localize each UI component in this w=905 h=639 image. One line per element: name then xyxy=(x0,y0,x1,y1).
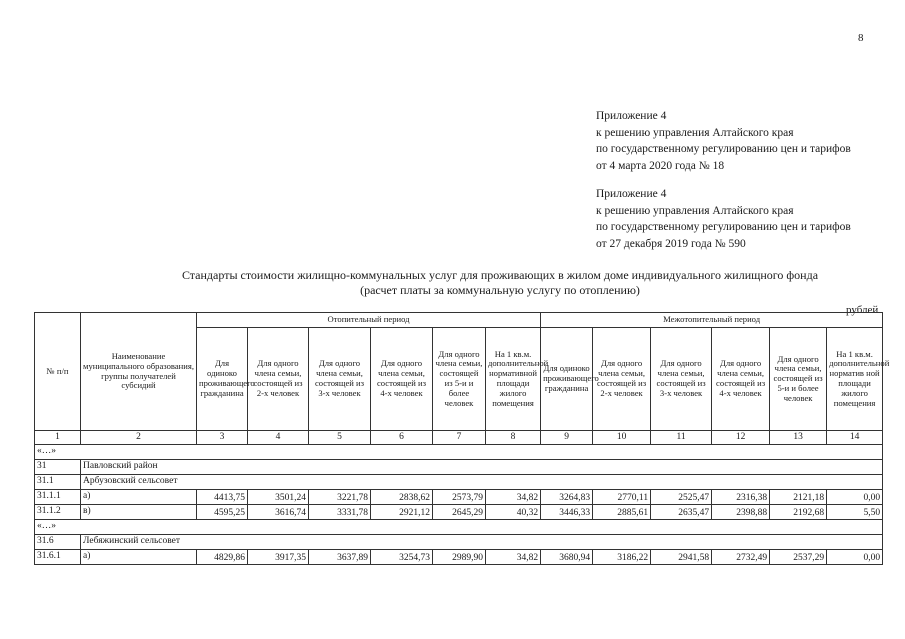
ellipsis-marker: «…» xyxy=(35,520,883,535)
value-cell: 2537,29 xyxy=(770,550,827,565)
value-cell: 2732,49 xyxy=(712,550,770,565)
district-name: Павловский район xyxy=(81,460,883,475)
row-code: 31.1.1 xyxy=(35,490,81,505)
value-cell: 34,82 xyxy=(486,550,541,565)
value-cell: 2121,18 xyxy=(770,490,827,505)
settlement-name: Лебяжинский сельсовет xyxy=(81,535,883,550)
header-non-heating-col: Для одного члена семьи, состоящей из 4-х человек xyxy=(712,328,770,431)
appendix-block-previous xyxy=(596,186,851,252)
ellipsis-row xyxy=(35,520,883,535)
district-code: 31 xyxy=(35,460,81,475)
currency-label: рублей xyxy=(846,304,879,316)
value-cell: 5,50 xyxy=(827,505,883,520)
table-row xyxy=(35,550,883,565)
appendix-line: по государственному регулированию цен и тарифов xyxy=(596,221,851,233)
column-number: 11 xyxy=(651,431,712,445)
row-code: 31.6.1 xyxy=(35,550,81,565)
header-non-heating-col: Для одиноко проживающего гражданина xyxy=(541,328,593,431)
district-row xyxy=(35,460,883,475)
column-number: 2 xyxy=(81,431,197,445)
value-cell: 2885,61 xyxy=(593,505,651,520)
document-title xyxy=(150,268,850,298)
header-heating-col: Для одного члена семьи, состоящей из 5-и и более человек xyxy=(433,328,486,431)
value-cell: 2192,68 xyxy=(770,505,827,520)
value-cell: 2635,47 xyxy=(651,505,712,520)
value-cell: 3680,94 xyxy=(541,550,593,565)
title-line-1: Стандарты стоимости жилищно-коммунальных услуг для проживающих в жилом доме индивидуального жилищного фонда xyxy=(181,268,819,282)
row-group: в) xyxy=(81,505,197,520)
appendix-line: к решению управления Алтайского края xyxy=(596,126,794,139)
header-non-heating-col: На 1 кв.м. дополнительной норматив ной площади жилого помещения xyxy=(827,328,883,431)
header-heating-col: На 1 кв.м. дополнительной нормативной площади жилого помещения xyxy=(486,328,541,431)
header-heating-col: Для одного члена семьи, состоящей из 2-х человек xyxy=(248,328,309,431)
column-number: 3 xyxy=(197,431,248,445)
header-heating-col: Для одиноко проживающего гражданина xyxy=(197,328,248,431)
column-number: 1 xyxy=(35,431,81,445)
ellipsis-row xyxy=(35,445,883,460)
value-cell: 2838,62 xyxy=(371,490,433,505)
value-cell: 0,00 xyxy=(827,490,883,505)
column-number: 10 xyxy=(593,431,651,445)
settlement-code: 31.1 xyxy=(35,475,81,490)
ellipsis-marker: «…» xyxy=(35,445,883,460)
table-row xyxy=(35,505,883,520)
column-number: 14 xyxy=(827,431,883,445)
value-cell: 3221,78 xyxy=(309,490,371,505)
value-cell: 4829,86 xyxy=(197,550,248,565)
appendix-line: от 4 марта 2020 года № 18 xyxy=(596,159,725,172)
value-cell: 0,00 xyxy=(827,550,883,565)
column-number: 8 xyxy=(486,431,541,445)
row-code: 31.1.2 xyxy=(35,505,81,520)
column-number-row xyxy=(35,431,883,445)
column-number: 4 xyxy=(248,431,309,445)
header-non-heating-period: Межотопительный период xyxy=(541,313,883,328)
value-cell: 34,82 xyxy=(486,490,541,505)
value-cell: 3331,78 xyxy=(309,505,371,520)
tariff-table xyxy=(34,312,890,565)
column-number: 5 xyxy=(309,431,371,445)
value-cell: 4413,75 xyxy=(197,490,248,505)
value-cell: 2770,11 xyxy=(593,490,651,505)
value-cell: 3501,24 xyxy=(248,490,309,505)
row-group: а) xyxy=(81,490,197,505)
header-heating-col: Для одного члена семьи, состоящей из 3-х человек xyxy=(309,328,371,431)
appendix-line: по государственному регулированию цен и тарифов xyxy=(596,143,851,155)
header-row-periods xyxy=(35,313,883,328)
value-cell: 3186,22 xyxy=(593,550,651,565)
header-index: № п/п xyxy=(35,313,81,431)
header-heating-period: Отопительный период xyxy=(197,313,541,328)
title-line-2: (расчет платы за коммунальную услугу по отоплению) xyxy=(360,283,640,297)
table-row xyxy=(35,490,883,505)
header-name: Наименование муниципального образования, группы получателей субсидий xyxy=(81,313,197,431)
value-cell: 3254,73 xyxy=(371,550,433,565)
value-cell: 3446,33 xyxy=(541,505,593,520)
row-group: а) xyxy=(81,550,197,565)
appendix-block-current xyxy=(596,108,851,174)
appendix-line: Приложение 4 xyxy=(596,110,667,122)
appendix-line: от 27 декабря 2019 года № 590 xyxy=(596,237,746,250)
column-number: 12 xyxy=(712,431,770,445)
header-non-heating-col: Для одного члена семьи, состоящей из 5-и и более человек xyxy=(770,328,827,431)
header-heating-col: Для одного члена семьи, состоящей из 4-х человек xyxy=(371,328,433,431)
column-number: 7 xyxy=(433,431,486,445)
settlement-row xyxy=(35,535,883,550)
value-cell: 4595,25 xyxy=(197,505,248,520)
value-cell: 2941,58 xyxy=(651,550,712,565)
value-cell: 2316,38 xyxy=(712,490,770,505)
value-cell: 2525,47 xyxy=(651,490,712,505)
value-cell: 2921,12 xyxy=(371,505,433,520)
settlement-name: Арбузовский сельсовет xyxy=(81,475,883,490)
settlement-row xyxy=(35,475,883,490)
value-cell: 2573,79 xyxy=(433,490,486,505)
value-cell: 3264,83 xyxy=(541,490,593,505)
column-number: 6 xyxy=(371,431,433,445)
value-cell: 3917,35 xyxy=(248,550,309,565)
appendix-line: Приложение 4 xyxy=(596,188,667,200)
column-number: 13 xyxy=(770,431,827,445)
column-number: 9 xyxy=(541,431,593,445)
value-cell: 40,32 xyxy=(486,505,541,520)
header-non-heating-col: Для одного члена семьи, состоящей из 2-х человек xyxy=(593,328,651,431)
settlement-code: 31.6 xyxy=(35,535,81,550)
appendix-line: к решению управления Алтайского края xyxy=(596,204,794,217)
page-number: 8 xyxy=(858,32,864,44)
header-non-heating-col: Для одного члена семьи, состоящей из 3-х человек xyxy=(651,328,712,431)
value-cell: 2989,90 xyxy=(433,550,486,565)
value-cell: 2398,88 xyxy=(712,505,770,520)
value-cell: 2645,29 xyxy=(433,505,486,520)
value-cell: 3637,89 xyxy=(309,550,371,565)
value-cell: 3616,74 xyxy=(248,505,309,520)
